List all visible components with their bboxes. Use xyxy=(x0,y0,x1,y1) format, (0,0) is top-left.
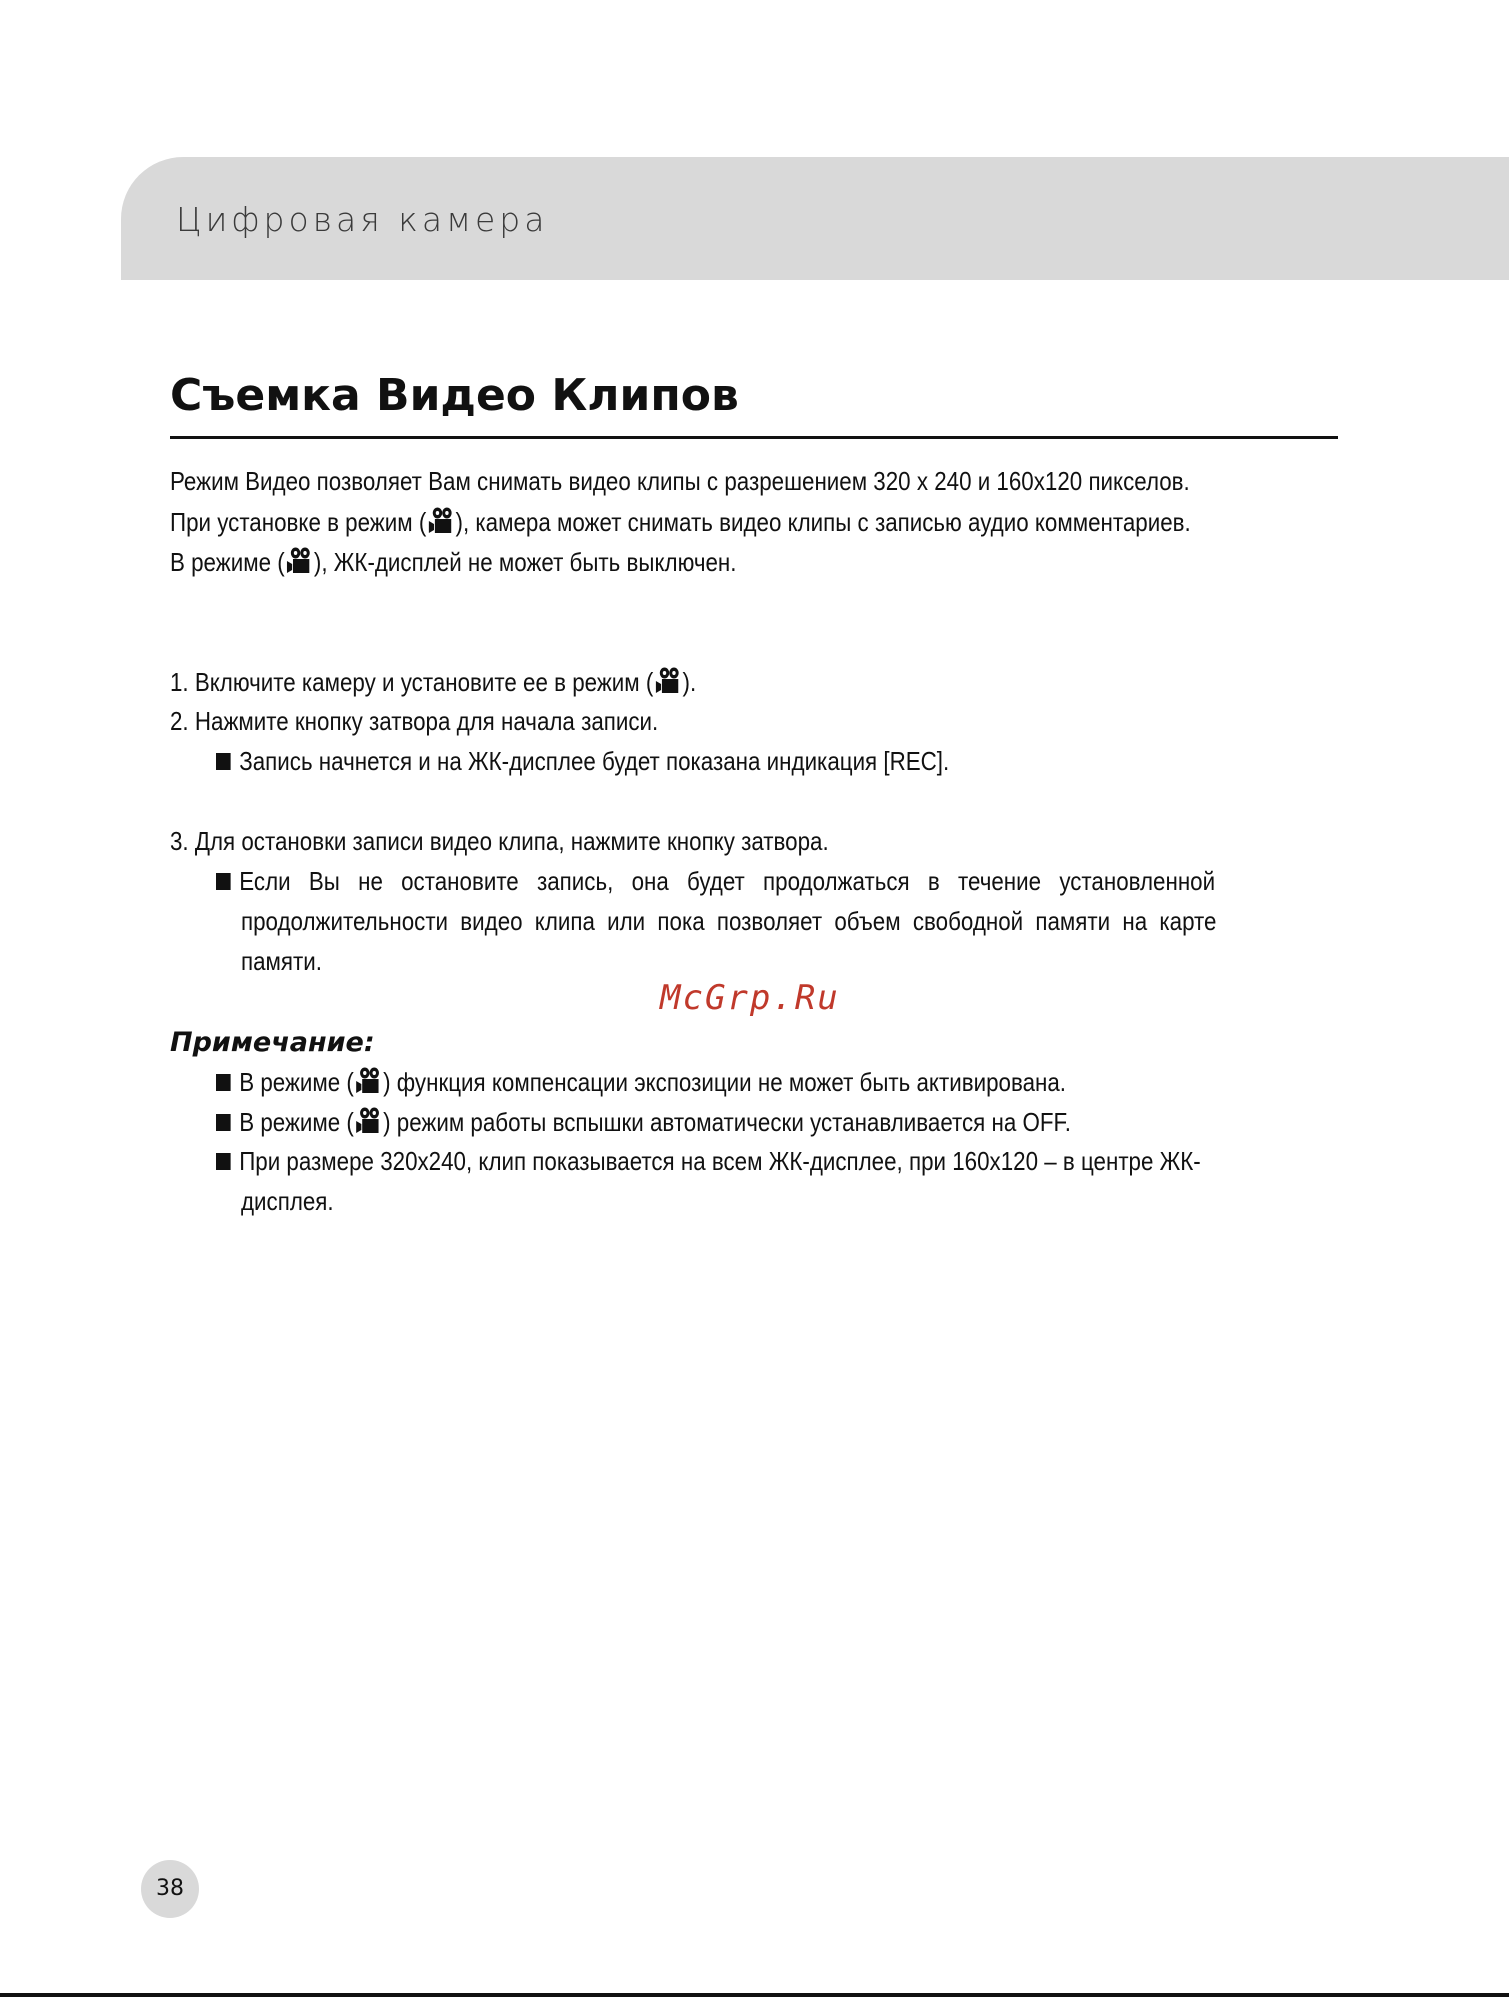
intro-text: ), камера может снимать видео клипы с записью аудио комментариев. xyxy=(455,507,1191,537)
step-3-bullet-line-1 xyxy=(216,866,1215,897)
bullet-square-icon xyxy=(216,1114,231,1131)
intro-text: В режиме ( xyxy=(170,547,285,577)
bullet-square-icon xyxy=(216,1153,231,1170)
bullet-square-icon xyxy=(216,1074,231,1091)
movie-camera-icon xyxy=(655,666,681,696)
step-text: 1. Включите камеру и установите ее в режим ( xyxy=(170,667,654,697)
intro-line-2 xyxy=(170,506,1191,538)
movie-camera-icon xyxy=(286,546,312,576)
intro-line-3 xyxy=(170,546,736,578)
step-text: 3. Для остановки записи видео клипа, нажмите кнопку затвора. xyxy=(170,826,829,856)
note-text: При размере 320x240, клип показывается на всем ЖК-дисплее, при 160x120 – в центре ЖК- xyxy=(239,1146,1201,1176)
bullet-square-icon xyxy=(216,753,231,770)
step-3 xyxy=(170,826,829,857)
bottom-border xyxy=(0,1993,1509,1997)
note-text: ) режим работы вспышки автоматически устанавливается на OFF. xyxy=(383,1107,1071,1137)
note-heading: Примечание: xyxy=(170,1027,375,1058)
intro-line-1 xyxy=(170,466,1190,497)
intro-text: При установке в режим ( xyxy=(170,507,427,537)
intro-text: ), ЖК-дисплей не может быть выключен. xyxy=(313,547,737,577)
step-1 xyxy=(170,666,696,698)
note-item-1 xyxy=(216,1066,1066,1098)
note-item-3-line-1 xyxy=(216,1146,1201,1177)
note-text: ) функция компенсации экспозиции не может быть активирована. xyxy=(383,1067,1067,1097)
step-text: ). xyxy=(682,667,697,697)
note-text: В режиме ( xyxy=(239,1067,354,1097)
page-number: 38 xyxy=(141,1860,199,1918)
step-text: 2. Нажмите кнопку затвора для начала записи. xyxy=(170,706,659,736)
step-2-bullet xyxy=(216,746,949,777)
bullet-square-icon xyxy=(216,873,231,890)
bullet-text: Если Вы не остановите запись, она будет продолжаться в течение установленной xyxy=(239,866,1216,896)
note-text: дисплея. xyxy=(241,1186,334,1216)
movie-camera-icon xyxy=(428,506,454,536)
movie-camera-icon xyxy=(356,1066,382,1096)
bullet-text: памяти. xyxy=(241,946,322,976)
page-title: Съемка Видео Клипов xyxy=(170,370,739,421)
bullet-text: продолжительности видео клипа или пока позволяет объем свободной памяти на карте xyxy=(241,906,1217,936)
intro-text: Режим Видео позволяет Вам снимать видео клипы с разрешением 320 x 240 и 160x120 пикселов. xyxy=(170,466,1190,496)
movie-camera-icon xyxy=(356,1106,382,1136)
note-text: В режиме ( xyxy=(239,1107,354,1137)
note-item-2 xyxy=(216,1106,1071,1138)
watermark: McGrp.Ru xyxy=(660,978,840,1018)
section-title: Цифровая камера xyxy=(176,200,549,239)
bullet-text: Запись начнется и на ЖК-дисплее будет показана индикация [REC]. xyxy=(239,746,950,776)
step-2 xyxy=(170,706,658,737)
title-underline xyxy=(170,436,1338,439)
note-item-3-line-2 xyxy=(241,1186,334,1217)
step-3-bullet-line-2 xyxy=(241,906,1216,937)
step-3-bullet-line-3 xyxy=(241,946,322,977)
